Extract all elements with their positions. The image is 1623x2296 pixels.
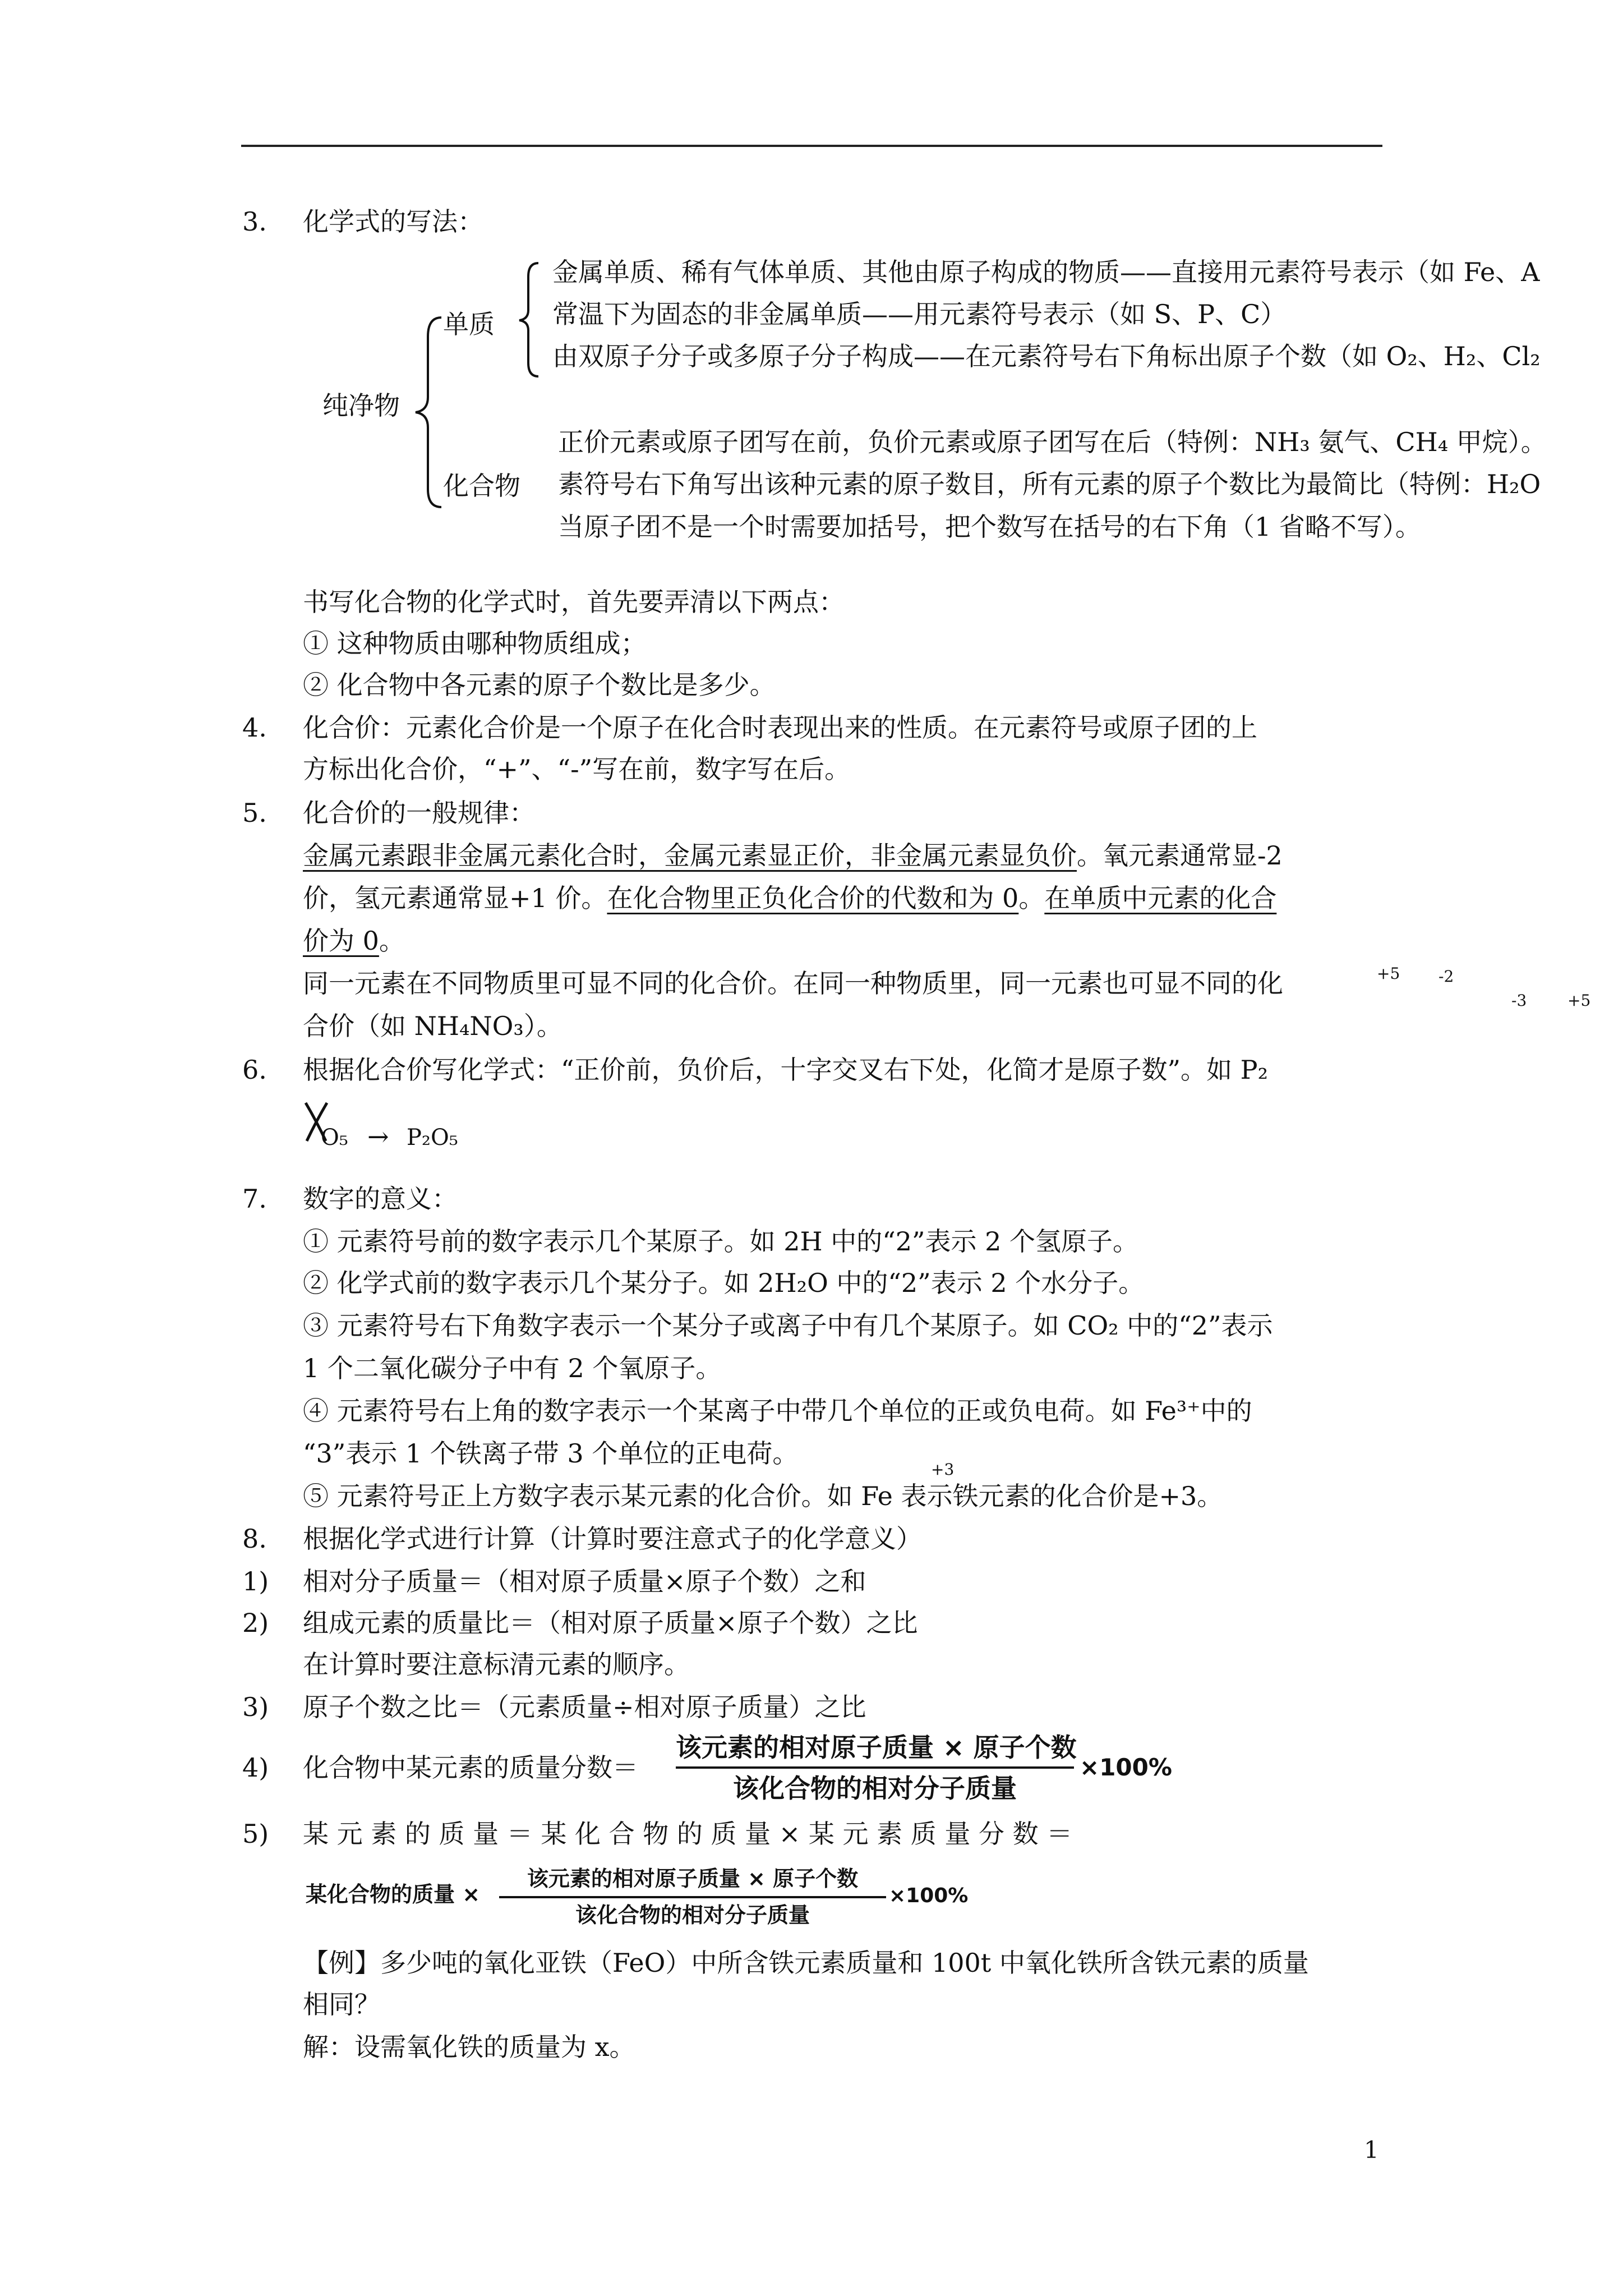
mass-fraction-percent: ×100% [1080, 1754, 1172, 1781]
compound-line-1: 正价元素或原子团写在前，负价元素或原子团写在后（特例：NH₃ 氨气、CH₄ 甲烷）。 [558, 427, 1547, 457]
header-rule [241, 145, 1382, 147]
section-3-point-2: ② 化合物中各元素的原子个数比是多少。 [303, 670, 776, 700]
section-4-line-2: 方标出化合价，“+”、“-”写在前，数字写在后。 [303, 754, 851, 784]
section-7-item-3-cont: 1 个二氧化碳分子中有 2 个氧原子。 [303, 1353, 722, 1383]
section-5-line-3 [303, 928, 405, 954]
rule-metal-nonmetal: 金属元素跟非金属元素化合时，金属元素显正价，非金属元素显负价 [303, 840, 1077, 871]
section-6-line-1: 根据化合价写化学式：“正价前，负价后，十字交叉右下处，化简才是原子数”。如 P₂ [303, 1055, 1269, 1085]
pure-substance-label: 纯净物 [322, 390, 400, 421]
element-mass-bar [499, 1896, 886, 1898]
item-5-number: 5) [242, 1819, 269, 1849]
result-formula: P₂O₅ [407, 1125, 458, 1151]
section-7-item-4: ④ 元素符号右上角的数字表示一个某离子中带几个单位的正或负电荷。如 Fe³⁺中的 [303, 1396, 1252, 1426]
valence-n-plus5: +5 [1567, 991, 1591, 1010]
element-mass-lead: 某化合物的质量 × [306, 1882, 481, 1907]
item-1-number: 1) [242, 1566, 269, 1596]
example-line-3: 解：设需氧化铁的质量为 x。 [303, 2032, 635, 2062]
simple-substance-label: 单质 [443, 309, 495, 339]
rule-element-zero: 在单质中元素的化合 [1044, 883, 1277, 913]
simple-line-3: 由双原子分子或多原子分子构成——在元素符号右下角标出原子个数（如 O₂、H₂、Cl₂ [552, 341, 1541, 371]
page-number: 1 [1364, 2136, 1379, 2164]
item-1-text: 相对分子质量＝（相对原子质量×原子个数）之和 [303, 1566, 866, 1596]
item-3-number: 3) [242, 1692, 269, 1722]
simple-line-1: 金属单质、稀有气体单质、其他由原子构成的物质——直接用元素符号表示（如 Fe、A [552, 257, 1540, 287]
valence-n-minus3: -3 [1511, 991, 1527, 1010]
section-7-item-5: ⑤ 元素符号正上方数字表示某元素的化合价。如 Fe 表示铁元素的化合价是+3。 [303, 1481, 1223, 1511]
punct: 。 [1018, 883, 1045, 913]
example-line-2: 相同？ [303, 1989, 380, 2019]
compound-line-2: 素符号右下角写出该种元素的原子数目，所有元素的原子个数比为最简比（特例：H₂O [558, 469, 1541, 499]
rule-element-zero-end: 价为 0 [303, 926, 379, 956]
oxygen-valence-text: 。氧元素通常显-2 [1077, 840, 1283, 871]
item-2-note: 在计算时要注意标清元素的顺序。 [303, 1649, 690, 1680]
section-3-intro: 书写化合物的化学式时，首先要弄清以下两点： [303, 587, 845, 617]
section-5-line-1 [303, 840, 1283, 871]
rule-sum-zero: 在化合物里正负化合价的代数和为 0 [607, 883, 1019, 913]
section-7-item-4-cont: “3”表示 1 个铁离子带 3 个单位的正电荷。 [303, 1438, 799, 1469]
mass-fraction-denominator: 该化合物的相对分子质量 [733, 1773, 1017, 1803]
element-mass-denominator: 该化合物的相对分子质量 [575, 1903, 810, 1927]
valence-p-plus5: +5 [1377, 964, 1400, 983]
item-2-number: 2) [242, 1608, 269, 1638]
item-3-text: 原子个数之比＝（元素质量÷相对原子质量）之比 [303, 1692, 866, 1722]
section-3-title: 化学式的写法： [303, 206, 483, 237]
valence-o-minus2: -2 [1438, 967, 1454, 986]
section-6-number: 6. [242, 1055, 267, 1085]
simple-substance-brace [516, 261, 542, 379]
mass-fraction-numerator: 该元素的相对原子质量 × 原子个数 [676, 1732, 1077, 1763]
pure-substance-brace [412, 314, 446, 510]
item-4-number: 4) [242, 1752, 269, 1783]
element-mass-numerator: 该元素的相对原子质量 × 原子个数 [527, 1866, 859, 1891]
item-2-text: 组成元素的质量比＝（相对原子质量×原子个数）之比 [303, 1608, 918, 1638]
compound-label: 化合物 [443, 471, 520, 501]
section-8-number: 8. [242, 1524, 267, 1554]
section-4-line-1: 化合价：元素化合价是一个原子在化合时表现出来的性质。在元素符号或原子团的上 [303, 712, 1257, 743]
section-7-item-2: ② 化学式前的数字表示几个某分子。如 2H₂O 中的“2”表示 2 个水分子。 [303, 1268, 1145, 1298]
item-5-text: 某 元 素 的 质 量 ＝ 某 化 合 物 的 质 量 × 某 元 素 质 量 分 数 ＝ [303, 1819, 1073, 1849]
arrow-icon: → [367, 1121, 389, 1152]
section-7-item-1: ① 元素符号前的数字表示几个某原子。如 2H 中的“2”表示 2 个氢原子。 [303, 1226, 1139, 1257]
section-5-title: 化合价的一般规律： [303, 798, 535, 828]
item-4-text: 化合物中某元素的质量分数＝ [303, 1752, 638, 1783]
fe-valence-mark: +3 [931, 1460, 955, 1479]
section-7-item-3: ③ 元素符号右下角数字表示一个某分子或离子中有几个某原子。如 CO₂ 中的“2”表示 [303, 1310, 1273, 1341]
simple-line-2: 常温下为固态的非金属单质——用元素符号表示（如 S、P、C） [552, 299, 1287, 329]
section-4-number: 4. [242, 712, 267, 743]
section-3-number: 3. [242, 206, 267, 237]
section-5-number: 5. [242, 798, 267, 828]
section-5-line-5: 合价（如 NH₄NO₃）。 [303, 1011, 562, 1041]
hydrogen-valence-text: 价，氢元素通常显+1 价。 [303, 883, 607, 913]
element-mass-percent: ×100% [889, 1884, 969, 1907]
section-5-line-2 [303, 885, 1276, 911]
cross-formula: O₅ [321, 1125, 348, 1151]
punct: 。 [379, 926, 405, 956]
section-8-title: 根据化学式进行计算（计算时要注意式子的化学意义） [303, 1524, 922, 1554]
section-5-line-4: 同一元素在不同物质里可显不同的化合价。在同一种物质里，同一元素也可显不同的化 [303, 968, 1283, 999]
section-7-number: 7. [242, 1184, 267, 1214]
example-line-1: 【例】多少吨的氧化亚铁（FeO）中所含铁元素质量和 100t 中氧化铁所含铁元素的质量 [303, 1948, 1309, 1978]
section-3-point-1: ① 这种物质由哪种物质组成； [303, 628, 647, 659]
section-7-title: 数字的意义： [303, 1184, 458, 1214]
compound-line-3: 当原子团不是一个时需要加括号，把个数写在括号的右下角（1 省略不写）。 [558, 512, 1421, 542]
mass-fraction-bar [676, 1766, 1074, 1769]
